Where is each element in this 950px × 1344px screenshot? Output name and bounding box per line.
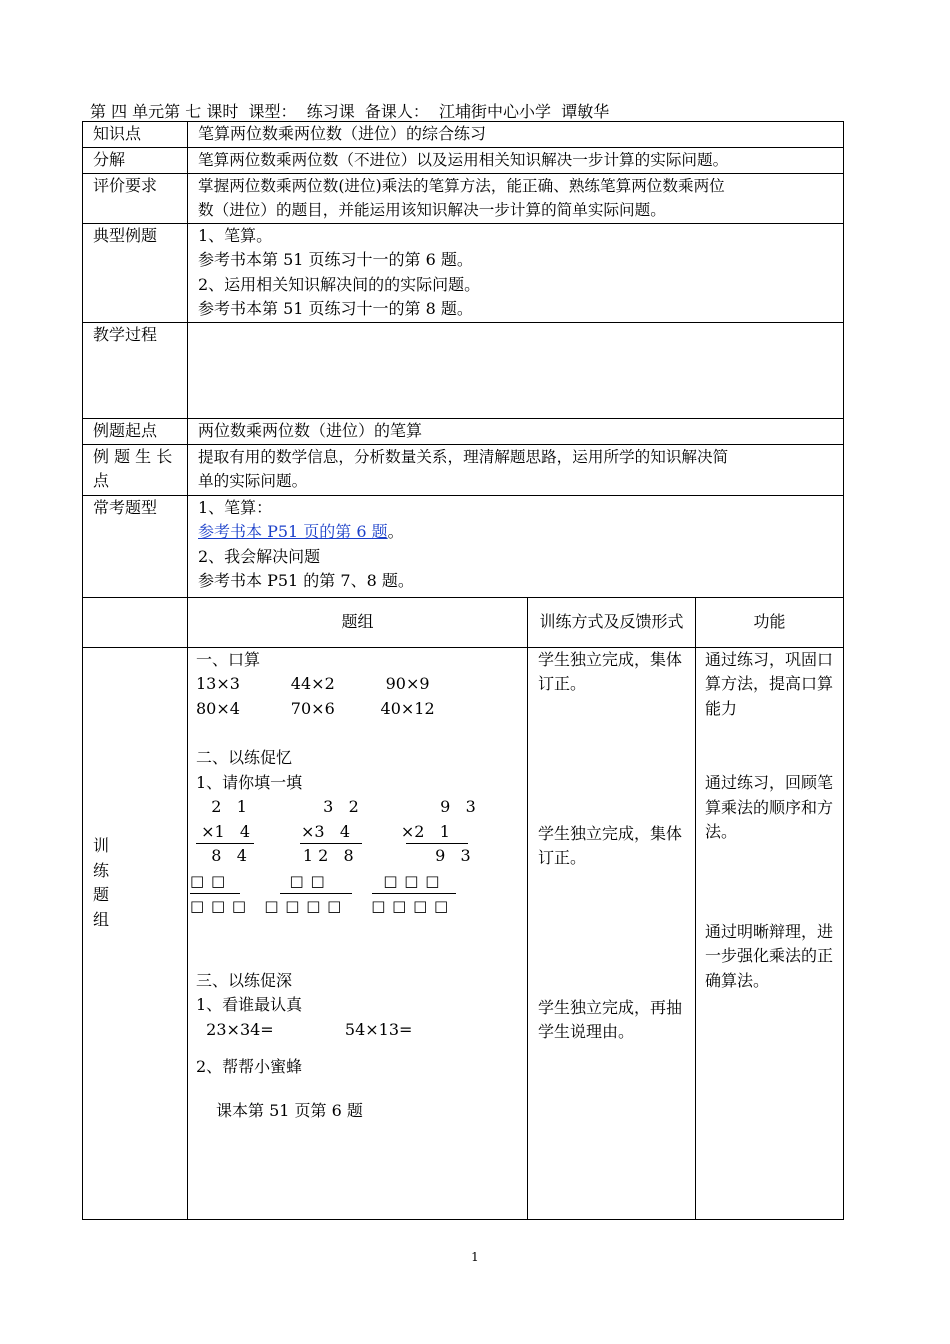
vertical-calc-row3: 8 4 1 2 8 9 3 <box>196 846 471 865</box>
training-function-content <box>696 647 844 1219</box>
label-examples: 典型例题 <box>83 223 188 322</box>
row-examples <box>83 223 844 322</box>
section1-title: 一、口算 <box>196 649 261 669</box>
content-knowledge: 笔算两位数乘两位数（进位）的综合练习 <box>188 122 844 148</box>
section2-title: 二、以练促忆 <box>196 748 293 767</box>
label-evaluation: 评价要求 <box>83 173 188 223</box>
reference-link[interactable]: 参考书本 P51 页的第 6 题 <box>198 522 388 541</box>
header-method: 训练方式及反馈形式 <box>528 597 696 647</box>
content-examples: 1、笔算。 参考书本第 51 页练习十一的第 6 题。 2、运用相关知识解决间的的实际问题。 参考书本第 51 页练习十一的第 8 题。 <box>188 223 844 322</box>
method-2: 学生独立完成，集体订正。 <box>538 823 683 867</box>
label-knowledge: 知识点 <box>83 122 188 148</box>
row-process <box>83 322 844 418</box>
careful-calc-row: 23×34= 54×13= <box>196 1019 413 1039</box>
header-function: 功能 <box>696 597 844 647</box>
training-body-row <box>83 647 844 1219</box>
vertical-calc-row1: 2 1 3 2 9 3 <box>196 797 476 816</box>
training-header-blank <box>83 597 188 647</box>
function-3: 通过明晰辩理，进一步强化乘法的正确算法。 <box>705 921 834 990</box>
vertical-calc-row2: ×1 4 ×3 4 ×2 1 <box>196 820 527 845</box>
training-label: 训 练 题 组 <box>83 647 188 1219</box>
method-1: 学生独立完成，集体订正。 <box>538 649 683 693</box>
row-common <box>83 495 844 597</box>
label-process: 教学过程 <box>83 322 188 418</box>
method-3: 学生独立完成，再抽学生说理由。 <box>538 997 683 1041</box>
row-start <box>83 418 844 444</box>
oral-calc-row1: 13×3 44×2 90×9 <box>196 674 430 693</box>
lesson-plan-table <box>82 121 844 1220</box>
header-group: 题组 <box>188 597 528 647</box>
label-growth: 例 题 生 长 点 <box>83 444 188 495</box>
training-group-content <box>188 647 528 1219</box>
label-breakdown: 分解 <box>83 148 188 174</box>
section3-sub2: 2、帮帮小蜜蜂 <box>196 1057 303 1076</box>
content-start: 两位数乘两位数（进位）的笔算 <box>188 418 844 444</box>
content-breakdown: 笔算两位数乘两位数（不进位）以及运用相关知识解决一步计算的实际问题。 <box>188 148 844 174</box>
row-evaluation <box>83 173 844 223</box>
training-header-row <box>83 597 844 647</box>
content-growth: 提取有用的数学信息，分析数量关系，理清解题思路，运用所学的知识解决简 单的实际问题。 <box>188 444 844 495</box>
section3-title: 三、以练促深 <box>196 970 293 990</box>
oral-calc-row2: 80×4 70×6 40×12 <box>196 698 435 718</box>
function-2: 通过练习，回顾笔算乘法的顺序和方法。 <box>705 773 834 841</box>
section2-sub: 1、请你填一填 <box>196 772 303 792</box>
page-header: 第 四 单元第 七 课时 课型： 练习课 备课人： 江埔街中心小学 谭敏华 <box>90 102 610 121</box>
row-knowledge <box>83 122 844 148</box>
section3-sub: 1、看谁最认真 <box>196 995 303 1014</box>
textbook-reference: 课本第 51 页第 6 题 <box>216 1101 363 1120</box>
row-growth <box>83 444 844 495</box>
content-evaluation: 掌握两位数乘两位数(进位)乘法的笔算方法，能正确、熟练笔算两位数乘两位 数（进位）的题目，并能运用该知识解决一步计算的简单实际问题。 <box>188 173 844 223</box>
page-number: 1 <box>471 1250 479 1264</box>
label-common: 常考题型 <box>83 495 188 597</box>
blank-boxes-row2: □ □ □ □ □ □ □ □ □ □ □ <box>190 896 450 915</box>
content-common: 1、笔算： 参考书本 P51 页的第 6 题。 2、我会解决问题 参考书本 P51 的第 7、8 题。 <box>188 495 844 597</box>
row-breakdown <box>83 148 844 174</box>
blank-boxes-row1: □ □ □ □ □ □ □ <box>190 869 527 894</box>
content-process <box>188 322 844 418</box>
function-1: 通过练习，巩固口算方法，提高口算能力 <box>705 649 834 718</box>
training-method-content <box>528 647 696 1219</box>
label-start: 例题起点 <box>83 418 188 444</box>
